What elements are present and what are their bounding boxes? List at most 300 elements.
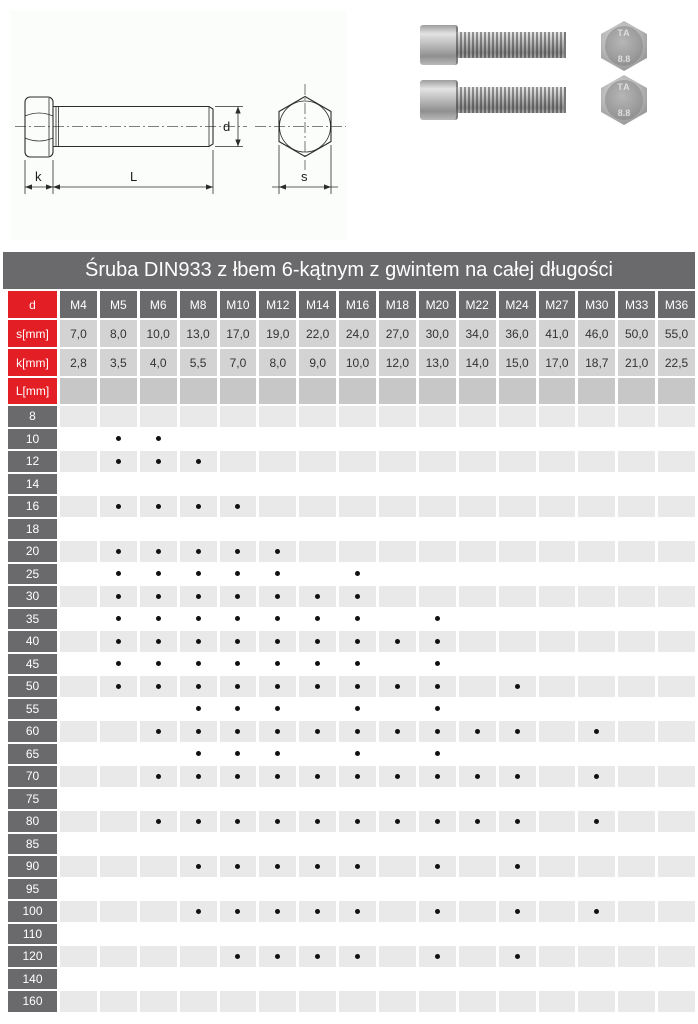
availability-dot <box>156 571 161 576</box>
availability-dot <box>435 909 440 914</box>
availability-cell-110-m10 <box>220 924 257 945</box>
availability-cell-30-m27 <box>539 586 576 607</box>
availability-cell-10-m10 <box>220 429 257 450</box>
availability-cell-50-m22 <box>459 676 496 697</box>
availability-cell-20-m5 <box>100 541 137 562</box>
lmm-cell-m27 <box>539 378 576 404</box>
s-value-m8: 13,0 <box>180 320 217 347</box>
lmm-cell-m10 <box>220 378 257 404</box>
availability-dot <box>156 684 161 689</box>
availability-dot <box>355 954 360 959</box>
availability-cell-90-m6 <box>140 856 177 877</box>
availability-cell-25-m4 <box>60 564 97 585</box>
availability-cell-70-m6 <box>140 766 177 787</box>
availability-dot <box>435 864 440 869</box>
availability-dot <box>355 661 360 666</box>
availability-dot <box>196 459 201 464</box>
availability-dot <box>196 774 201 779</box>
availability-cell-75-m5 <box>100 789 137 810</box>
availability-cell-100-m18 <box>379 901 416 922</box>
availability-cell-80-m12 <box>259 811 296 832</box>
availability-cell-140-m4 <box>60 969 97 990</box>
availability-cell-95-m33 <box>618 879 655 900</box>
availability-cell-50-m10 <box>220 676 257 697</box>
availability-dot <box>235 706 240 711</box>
availability-dot <box>196 549 201 554</box>
availability-cell-100-m5 <box>100 901 137 922</box>
column-header-m24: M24 <box>499 291 536 318</box>
availability-cell-45-m30 <box>578 654 615 675</box>
availability-cell-80-m20 <box>419 811 456 832</box>
availability-cell-110-m8 <box>180 924 217 945</box>
availability-cell-45-m16 <box>339 654 376 675</box>
availability-cell-45-m36 <box>658 654 695 675</box>
availability-cell-90-m8 <box>180 856 217 877</box>
bolt-photo-2 <box>420 80 566 120</box>
availability-dot <box>515 819 520 824</box>
availability-cell-16-m5 <box>100 496 137 517</box>
availability-cell-45-m5 <box>100 654 137 675</box>
availability-cell-60-m14 <box>299 721 336 742</box>
availability-cell-20-m27 <box>539 541 576 562</box>
availability-cell-20-m16 <box>339 541 376 562</box>
availability-cell-12-m10 <box>220 451 257 472</box>
availability-cell-16-m24 <box>499 496 536 517</box>
length-row-label-35: 35 <box>8 609 57 630</box>
availability-cell-85-m18 <box>379 834 416 855</box>
availability-cell-45-m20 <box>419 654 456 675</box>
availability-cell-85-m8 <box>180 834 217 855</box>
availability-cell-140-m33 <box>618 969 655 990</box>
k-arrow-right <box>46 184 53 189</box>
bolt-drawing-svg <box>10 10 346 240</box>
availability-cell-160-m8 <box>180 991 217 1012</box>
k-value-m36: 22,5 <box>658 349 695 376</box>
availability-cell-90-m20 <box>419 856 456 877</box>
availability-cell-18-m20 <box>419 519 456 540</box>
s-value-m6: 10,0 <box>140 320 177 347</box>
availability-cell-120-m5 <box>100 946 137 967</box>
availability-cell-70-m30 <box>578 766 615 787</box>
availability-cell-40-m14 <box>299 631 336 652</box>
availability-cell-20-m20 <box>419 541 456 562</box>
availability-cell-40-m33 <box>618 631 655 652</box>
availability-dot <box>435 639 440 644</box>
availability-cell-10-m22 <box>459 429 496 450</box>
availability-cell-85-m30 <box>578 834 615 855</box>
lmm-cell-m36 <box>658 378 695 404</box>
availability-cell-100-m10 <box>220 901 257 922</box>
availability-dot <box>156 504 161 509</box>
availability-dot <box>594 774 599 779</box>
availability-dot <box>116 639 121 644</box>
availability-cell-55-m27 <box>539 699 576 720</box>
availability-cell-10-m16 <box>339 429 376 450</box>
availability-dot <box>196 909 201 914</box>
availability-cell-65-m18 <box>379 744 416 765</box>
availability-cell-20-m12 <box>259 541 296 562</box>
lmm-cell-m8 <box>180 378 217 404</box>
length-row-label-110: 110 <box>8 924 57 945</box>
availability-dot <box>275 616 280 621</box>
availability-cell-10-m20 <box>419 429 456 450</box>
length-row-label-140: 140 <box>8 969 57 990</box>
availability-cell-12-m14 <box>299 451 336 472</box>
availability-dot <box>275 661 280 666</box>
availability-cell-10-m14 <box>299 429 336 450</box>
availability-dot <box>235 504 240 509</box>
availability-cell-120-m27 <box>539 946 576 967</box>
availability-cell-160-m12 <box>259 991 296 1012</box>
row-label-s: s[mm] <box>8 320 57 347</box>
availability-cell-85-m22 <box>459 834 496 855</box>
availability-cell-95-m18 <box>379 879 416 900</box>
column-header-m4: M4 <box>60 291 97 318</box>
availability-cell-90-m5 <box>100 856 137 877</box>
availability-cell-18-m6 <box>140 519 177 540</box>
availability-cell-10-m18 <box>379 429 416 450</box>
availability-cell-10-m36 <box>658 429 695 450</box>
availability-cell-55-m10 <box>220 699 257 720</box>
availability-dot <box>235 594 240 599</box>
availability-dot <box>235 729 240 734</box>
availability-cell-40-m16 <box>339 631 376 652</box>
availability-cell-25-m30 <box>578 564 615 585</box>
availability-dot <box>235 549 240 554</box>
bolt-threaded-shank <box>456 87 566 113</box>
availability-cell-55-m16 <box>339 699 376 720</box>
availability-cell-30-m36 <box>658 586 695 607</box>
availability-dot <box>355 864 360 869</box>
availability-cell-110-m27 <box>539 924 576 945</box>
availability-dot <box>435 819 440 824</box>
availability-dot <box>315 954 320 959</box>
availability-cell-110-m6 <box>140 924 177 945</box>
row-label-lmm: L[mm] <box>8 378 57 404</box>
availability-cell-110-m36 <box>658 924 695 945</box>
length-row-label-70: 70 <box>8 766 57 787</box>
availability-dot <box>475 774 480 779</box>
availability-cell-65-m16 <box>339 744 376 765</box>
k-value-m5: 3,5 <box>100 349 137 376</box>
availability-cell-14-m16 <box>339 474 376 495</box>
availability-dot <box>275 909 280 914</box>
availability-dot <box>315 616 320 621</box>
availability-dot <box>515 864 520 869</box>
availability-cell-85-m12 <box>259 834 296 855</box>
availability-cell-40-m36 <box>658 631 695 652</box>
lmm-cell-m4 <box>60 378 97 404</box>
availability-dot <box>475 729 480 734</box>
availability-cell-160-m18 <box>379 991 416 1012</box>
availability-cell-8-m22 <box>459 406 496 427</box>
availability-cell-75-m12 <box>259 789 296 810</box>
length-row-label-65: 65 <box>8 744 57 765</box>
availability-cell-12-m8 <box>180 451 217 472</box>
lmm-cell-m14 <box>299 378 336 404</box>
availability-dot <box>116 684 121 689</box>
availability-cell-140-m36 <box>658 969 695 990</box>
availability-cell-35-m33 <box>618 609 655 630</box>
availability-dot <box>196 571 201 576</box>
column-header-m22: M22 <box>459 291 496 318</box>
availability-cell-160-m16 <box>339 991 376 1012</box>
availability-cell-25-m18 <box>379 564 416 585</box>
availability-cell-80-m18 <box>379 811 416 832</box>
length-row-label-55: 55 <box>8 699 57 720</box>
bolt-head-side <box>420 25 458 65</box>
availability-cell-160-m14 <box>299 991 336 1012</box>
s-value-m18: 27,0 <box>379 320 416 347</box>
availability-dot <box>275 571 280 576</box>
availability-cell-90-m30 <box>578 856 615 877</box>
availability-dot <box>235 661 240 666</box>
availability-cell-14-m10 <box>220 474 257 495</box>
availability-cell-160-m6 <box>140 991 177 1012</box>
availability-dot <box>355 774 360 779</box>
availability-dot <box>275 594 280 599</box>
length-row-label-45: 45 <box>8 654 57 675</box>
k-value-m10: 7,0 <box>220 349 257 376</box>
availability-cell-16-m8 <box>180 496 217 517</box>
availability-cell-90-m14 <box>299 856 336 877</box>
availability-cell-18-m36 <box>658 519 695 540</box>
availability-cell-8-m10 <box>220 406 257 427</box>
availability-cell-75-m36 <box>658 789 695 810</box>
availability-dot <box>435 661 440 666</box>
availability-dot <box>355 594 360 599</box>
length-row-label-60: 60 <box>8 721 57 742</box>
availability-cell-110-m16 <box>339 924 376 945</box>
head-stamp-grade: 8.8 <box>617 108 631 118</box>
availability-cell-75-m33 <box>618 789 655 810</box>
availability-dot <box>315 661 320 666</box>
availability-cell-100-m30 <box>578 901 615 922</box>
availability-cell-12-m30 <box>578 451 615 472</box>
availability-cell-75-m30 <box>578 789 615 810</box>
s-value-m10: 17,0 <box>220 320 257 347</box>
availability-cell-30-m22 <box>459 586 496 607</box>
availability-cell-45-m8 <box>180 654 217 675</box>
availability-cell-8-m36 <box>658 406 695 427</box>
availability-dot <box>395 639 400 644</box>
k-value-m30: 18,7 <box>578 349 615 376</box>
availability-dot <box>275 774 280 779</box>
availability-cell-120-m10 <box>220 946 257 967</box>
availability-cell-75-m4 <box>60 789 97 810</box>
availability-dot <box>196 819 201 824</box>
availability-cell-160-m33 <box>618 991 655 1012</box>
availability-dot <box>515 909 520 914</box>
availability-cell-95-m27 <box>539 879 576 900</box>
availability-cell-45-m22 <box>459 654 496 675</box>
availability-cell-14-m4 <box>60 474 97 495</box>
availability-cell-40-m30 <box>578 631 615 652</box>
availability-cell-85-m20 <box>419 834 456 855</box>
availability-cell-14-m20 <box>419 474 456 495</box>
availability-cell-14-m30 <box>578 474 615 495</box>
availability-dot <box>315 729 320 734</box>
availability-cell-12-m16 <box>339 451 376 472</box>
d-arrow-bottom <box>235 140 240 147</box>
availability-cell-60-m12 <box>259 721 296 742</box>
availability-cell-160-m30 <box>578 991 615 1012</box>
availability-dot <box>275 751 280 756</box>
bolt-threaded-shank <box>456 32 566 58</box>
column-header-m8: M8 <box>180 291 217 318</box>
availability-cell-75-m16 <box>339 789 376 810</box>
availability-cell-80-m27 <box>539 811 576 832</box>
availability-cell-100-m27 <box>539 901 576 922</box>
availability-cell-65-m6 <box>140 744 177 765</box>
availability-cell-120-m18 <box>379 946 416 967</box>
availability-dot <box>196 639 201 644</box>
k-value-m16: 10,0 <box>339 349 376 376</box>
availability-cell-70-m12 <box>259 766 296 787</box>
availability-cell-95-m8 <box>180 879 217 900</box>
availability-cell-25-m33 <box>618 564 655 585</box>
availability-cell-70-m27 <box>539 766 576 787</box>
lmm-cell-m33 <box>618 378 655 404</box>
availability-cell-140-m18 <box>379 969 416 990</box>
availability-dot <box>196 616 201 621</box>
column-header-m18: M18 <box>379 291 416 318</box>
availability-cell-45-m14 <box>299 654 336 675</box>
availability-cell-50-m16 <box>339 676 376 697</box>
k-arrow-left <box>25 184 32 189</box>
availability-cell-65-m20 <box>419 744 456 765</box>
availability-cell-60-m18 <box>379 721 416 742</box>
availability-dot <box>355 706 360 711</box>
availability-dot <box>435 751 440 756</box>
availability-cell-10-m33 <box>618 429 655 450</box>
availability-cell-120-m36 <box>658 946 695 967</box>
availability-cell-120-m12 <box>259 946 296 967</box>
availability-cell-14-m14 <box>299 474 336 495</box>
availability-cell-30-m12 <box>259 586 296 607</box>
availability-cell-75-m10 <box>220 789 257 810</box>
availability-cell-35-m27 <box>539 609 576 630</box>
availability-dot <box>355 729 360 734</box>
availability-cell-20-m30 <box>578 541 615 562</box>
availability-cell-90-m36 <box>658 856 695 877</box>
availability-cell-25-m22 <box>459 564 496 585</box>
availability-cell-65-m8 <box>180 744 217 765</box>
availability-cell-100-m24 <box>499 901 536 922</box>
s-value-m4: 7,0 <box>60 320 97 347</box>
length-row-label-100: 100 <box>8 901 57 922</box>
availability-dot <box>235 571 240 576</box>
availability-cell-12-m36 <box>658 451 695 472</box>
availability-cell-120-m14 <box>299 946 336 967</box>
availability-dot <box>355 639 360 644</box>
availability-cell-30-m14 <box>299 586 336 607</box>
availability-dot <box>196 864 201 869</box>
column-header-m10: M10 <box>220 291 257 318</box>
length-row-label-85: 85 <box>8 834 57 855</box>
availability-cell-60-m8 <box>180 721 217 742</box>
din933-table <box>3 252 695 1012</box>
availability-cell-25-m10 <box>220 564 257 585</box>
availability-cell-140-m27 <box>539 969 576 990</box>
availability-cell-45-m12 <box>259 654 296 675</box>
bolt-photo-1 <box>420 25 566 65</box>
availability-cell-75-m27 <box>539 789 576 810</box>
availability-cell-12-m12 <box>259 451 296 472</box>
availability-cell-55-m6 <box>140 699 177 720</box>
availability-cell-10-m24 <box>499 429 536 450</box>
availability-cell-40-m5 <box>100 631 137 652</box>
availability-cell-8-m6 <box>140 406 177 427</box>
availability-cell-16-m4 <box>60 496 97 517</box>
availability-cell-90-m22 <box>459 856 496 877</box>
availability-dot <box>156 639 161 644</box>
availability-dot <box>196 751 201 756</box>
dim-label-d: d <box>223 119 231 134</box>
availability-cell-85-m10 <box>220 834 257 855</box>
availability-cell-25-m20 <box>419 564 456 585</box>
availability-cell-110-m33 <box>618 924 655 945</box>
availability-cell-80-m14 <box>299 811 336 832</box>
availability-dot <box>355 684 360 689</box>
availability-cell-8-m4 <box>60 406 97 427</box>
availability-cell-95-m16 <box>339 879 376 900</box>
availability-dot <box>435 616 440 621</box>
availability-cell-55-m12 <box>259 699 296 720</box>
availability-cell-60-m24 <box>499 721 536 742</box>
availability-cell-75-m14 <box>299 789 336 810</box>
lmm-cell-m22 <box>459 378 496 404</box>
availability-cell-50-m24 <box>499 676 536 697</box>
s-value-m33: 50,0 <box>618 320 655 347</box>
availability-cell-50-m20 <box>419 676 456 697</box>
availability-cell-110-m12 <box>259 924 296 945</box>
availability-cell-85-m6 <box>140 834 177 855</box>
k-value-m8: 5,5 <box>180 349 217 376</box>
length-row-label-16: 16 <box>8 496 57 517</box>
availability-dot <box>355 909 360 914</box>
length-row-label-75: 75 <box>8 789 57 810</box>
availability-dot <box>395 819 400 824</box>
availability-cell-10-m30 <box>578 429 615 450</box>
lmm-cell-m12 <box>259 378 296 404</box>
availability-cell-110-m5 <box>100 924 137 945</box>
availability-cell-8-m12 <box>259 406 296 427</box>
availability-cell-35-m12 <box>259 609 296 630</box>
column-header-m6: M6 <box>140 291 177 318</box>
availability-cell-18-m24 <box>499 519 536 540</box>
availability-cell-85-m5 <box>100 834 137 855</box>
availability-cell-8-m24 <box>499 406 536 427</box>
availability-cell-100-m14 <box>299 901 336 922</box>
availability-cell-110-m18 <box>379 924 416 945</box>
availability-dot <box>156 819 161 824</box>
table-grid <box>8 291 695 1012</box>
availability-cell-45-m24 <box>499 654 536 675</box>
availability-cell-18-m27 <box>539 519 576 540</box>
availability-dot <box>355 819 360 824</box>
availability-cell-18-m16 <box>339 519 376 540</box>
availability-cell-65-m14 <box>299 744 336 765</box>
availability-cell-95-m36 <box>658 879 695 900</box>
availability-dot <box>156 549 161 554</box>
availability-cell-14-m27 <box>539 474 576 495</box>
availability-cell-140-m6 <box>140 969 177 990</box>
availability-cell-75-m22 <box>459 789 496 810</box>
availability-cell-80-m30 <box>578 811 615 832</box>
availability-dot <box>275 706 280 711</box>
availability-dot <box>196 684 201 689</box>
